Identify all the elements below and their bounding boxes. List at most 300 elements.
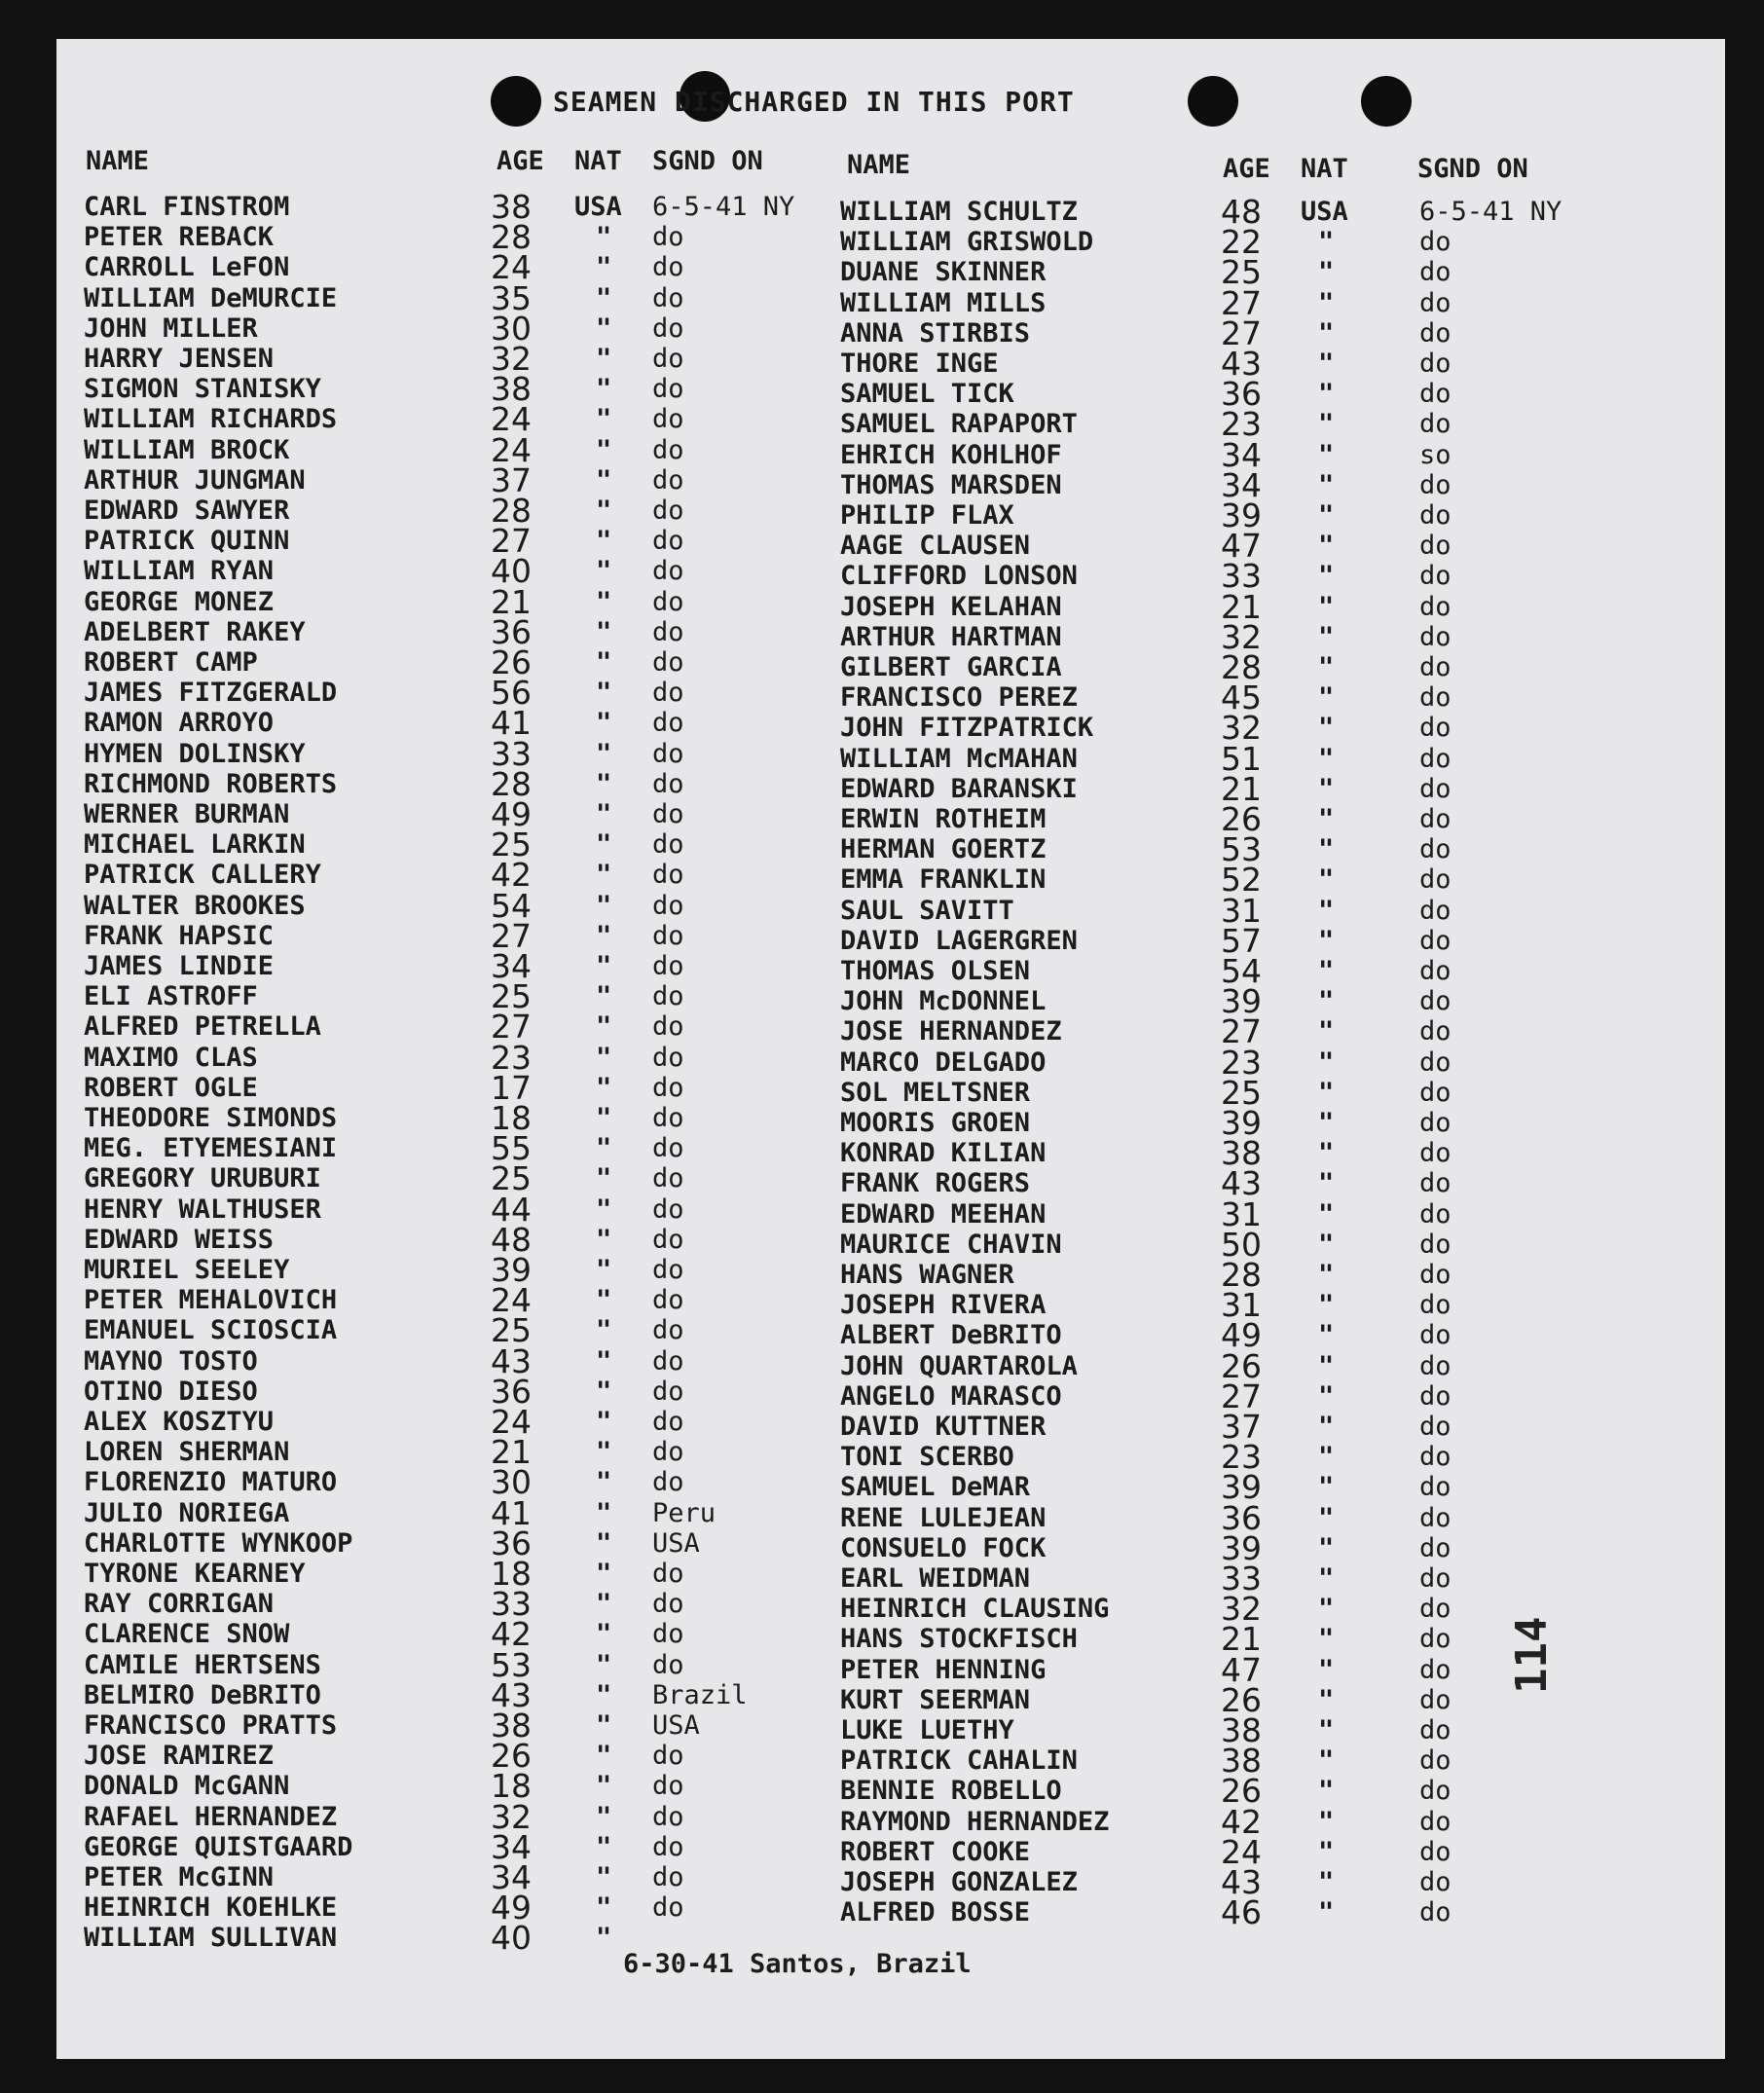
seaman-age: 55	[491, 1129, 532, 1168]
seaman-nationality: "	[1318, 1897, 1335, 1928]
seaman-name: THEODORE SIMONDS	[84, 1103, 338, 1133]
seaman-nationality: "	[1318, 925, 1335, 956]
seaman-signed-on: do	[1419, 1442, 1452, 1473]
seaman-age: 24	[491, 400, 532, 439]
seaman-signed-on: do	[652, 981, 684, 1012]
seaman-nationality: "	[1318, 1077, 1335, 1108]
seaman-nationality: "	[1318, 257, 1335, 288]
seaman-nationality: "	[596, 1255, 612, 1285]
seaman-name: AAGE CLAUSEN	[840, 531, 1031, 562]
seaman-age: 21	[1221, 587, 1262, 626]
seaman-name: HERMAN GOERTZ	[840, 834, 1047, 865]
seaman-nationality: "	[1318, 349, 1335, 379]
seaman-age: 42	[1221, 1802, 1262, 1841]
seaman-name: CLIFFORD LONSON	[840, 561, 1078, 592]
seaman-age: 41	[491, 1493, 532, 1532]
seaman-name: BENNIE ROBELLO	[840, 1776, 1062, 1807]
seaman-name: EMMA FRANKLIN	[840, 864, 1047, 896]
seaman-signed-on: do	[652, 1801, 684, 1832]
seaman-signed-on: do	[652, 799, 684, 829]
seaman-signed-on: do	[1419, 349, 1452, 379]
seaman-name: EMANUEL SCIOSCIA	[84, 1315, 338, 1346]
seaman-age: 43	[1221, 345, 1262, 383]
seaman-nationality: "	[596, 920, 612, 951]
seaman-name: GEORGE QUISTGAARD	[84, 1831, 353, 1862]
seaman-signed-on: do	[1419, 561, 1452, 592]
seaman-age: 43	[1221, 1863, 1262, 1901]
seaman-age: 31	[1221, 1194, 1262, 1233]
punch-hole	[491, 76, 541, 127]
seaman-name: MURIEL SEELEY	[84, 1255, 290, 1285]
seaman-age: 28	[1221, 648, 1262, 686]
seaman-signed-on: do	[1419, 1016, 1452, 1047]
seaman-age: 24	[491, 430, 532, 469]
seaman-nationality: "	[1318, 1684, 1335, 1715]
seaman-name: LOREN SHERMAN	[84, 1437, 290, 1468]
seaman-age: 27	[1221, 283, 1262, 322]
seaman-name: RAY CORRIGAN	[84, 1589, 275, 1620]
seaman-name: FRANK HAPSIC	[84, 920, 275, 951]
seaman-name: WILLIAM GRISWOLD	[840, 227, 1094, 258]
seaman-name: FRANCISCO PRATTS	[84, 1710, 338, 1741]
seaman-signed-on: do	[1419, 1077, 1452, 1108]
seaman-signed-on: do	[1419, 956, 1452, 986]
seaman-nationality: "	[1318, 956, 1335, 986]
seaman-age: 28	[491, 764, 532, 803]
seaman-signed-on: do	[1419, 1836, 1452, 1867]
seaman-age: 39	[491, 1251, 532, 1289]
seaman-signed-on: do	[652, 1407, 684, 1437]
seaman-age: 48	[491, 1220, 532, 1259]
header-name-left: NAME	[86, 146, 150, 176]
seaman-name: RENE LULEJEAN	[840, 1502, 1047, 1533]
seaman-nationality: "	[596, 344, 612, 374]
seaman-name: DAVID LAGERGREN	[840, 925, 1078, 956]
seaman-name: WILLIAM RYAN	[84, 556, 275, 587]
seaman-name: CARL FINSTROM	[84, 192, 290, 222]
seaman-signed-on: USA	[652, 1710, 700, 1741]
seaman-age: 18	[491, 1555, 532, 1593]
seaman-nationality: "	[596, 981, 612, 1012]
seaman-nationality: "	[596, 1345, 612, 1377]
seaman-signed-on: USA	[652, 1527, 700, 1559]
seaman-age: 46	[1221, 1893, 1262, 1932]
seaman-signed-on: do	[1419, 379, 1452, 410]
seaman-age: 27	[491, 522, 532, 561]
seaman-nationality: "	[1318, 1654, 1335, 1685]
seaman-signed-on: do	[652, 1315, 684, 1346]
seaman-age: 57	[1221, 921, 1262, 960]
seaman-name: JOHN MILLER	[84, 312, 258, 344]
seaman-name: WILLIAM SULLIVAN	[84, 1923, 338, 1954]
seaman-nationality: "	[1318, 227, 1335, 258]
seaman-name: HYMEN DOLINSKY	[84, 738, 306, 769]
seaman-name: ALFRED BOSSE	[840, 1897, 1031, 1928]
seaman-age: 49	[491, 1889, 532, 1928]
seaman-age: 28	[491, 492, 532, 530]
seaman-name: MOORIS GROEN	[840, 1108, 1031, 1138]
seaman-name: WILLIAM RICHARDS	[84, 404, 338, 435]
seaman-name: FRANCISCO PEREZ	[840, 682, 1078, 714]
seaman-signed-on: do	[1419, 1412, 1452, 1442]
seaman-age: 34	[1221, 435, 1262, 474]
seaman-signed-on: do	[652, 1011, 684, 1043]
seaman-nationality: "	[596, 860, 612, 891]
seaman-age: 27	[491, 916, 532, 955]
seaman-age: 25	[491, 826, 532, 864]
seaman-name: JOSEPH RIVERA	[840, 1290, 1047, 1321]
seaman-nationality: "	[1318, 409, 1335, 440]
seaman-age: 21	[1221, 1620, 1262, 1659]
seaman-nationality: "	[1318, 1260, 1335, 1290]
seaman-signed-on: do	[652, 1224, 684, 1255]
seaman-signed-on: do	[652, 404, 684, 435]
seaman-name: EHRICH KOHLHOF	[840, 439, 1062, 470]
seaman-nationality: "	[1318, 713, 1335, 744]
seaman-age: 50	[1221, 1225, 1262, 1264]
seaman-signed-on: do	[652, 312, 684, 344]
seaman-nationality: "	[1318, 1290, 1335, 1321]
seaman-nationality: "	[596, 1801, 612, 1832]
seaman-nationality: "	[596, 282, 612, 313]
seaman-signed-on: do	[652, 708, 684, 739]
seaman-name: CARROLL LeFON	[84, 252, 290, 283]
seaman-nationality: "	[1318, 1745, 1335, 1777]
seaman-signed-on: do	[652, 1103, 684, 1133]
seaman-age: 26	[1221, 1680, 1262, 1719]
seaman-name: PETER HENNING	[840, 1654, 1047, 1685]
seaman-signed-on: do	[1419, 257, 1452, 288]
seaman-signed-on: do	[652, 1619, 684, 1650]
seaman-name: HANS WAGNER	[840, 1260, 1014, 1290]
seaman-nationality: "	[596, 616, 612, 647]
seaman-name: TYRONE KEARNEY	[84, 1559, 306, 1589]
seaman-nationality: "	[1318, 591, 1335, 622]
seaman-name: MAURICE CHAVIN	[840, 1229, 1062, 1260]
seaman-signed-on: do	[1419, 1684, 1452, 1715]
seaman-signed-on: do	[652, 222, 684, 253]
seaman-nationality: "	[1318, 1532, 1335, 1563]
seaman-signed-on: do	[1419, 500, 1452, 531]
seaman-nationality: "	[1318, 439, 1335, 470]
seaman-age: 34	[1221, 465, 1262, 504]
seaman-age: 56	[491, 674, 532, 713]
seaman-nationality: "	[1318, 1472, 1335, 1503]
seaman-signed-on: do	[1419, 227, 1452, 258]
seaman-nationality: "	[596, 1407, 612, 1437]
seaman-age: 38	[491, 188, 532, 226]
seaman-age: 43	[1221, 1164, 1262, 1203]
seaman-name: ALEX KOSZTYU	[84, 1407, 275, 1437]
seaman-signed-on: 6-5-41 NY	[652, 192, 795, 222]
seaman-age: 34	[491, 1858, 532, 1896]
seaman-name: MAYNO TOSTO	[84, 1345, 258, 1377]
seaman-signed-on: do	[652, 890, 684, 921]
seaman-signed-on: do	[1419, 469, 1452, 500]
seaman-signed-on: do	[652, 1589, 684, 1620]
seaman-signed-on: do	[652, 1741, 684, 1772]
seaman-signed-on: do	[1419, 682, 1452, 714]
seaman-signed-on: do	[652, 616, 684, 647]
seaman-name: EDWARD WEISS	[84, 1224, 275, 1255]
seaman-name: SAMUEL DeMAR	[840, 1472, 1031, 1503]
seaman-age: 28	[491, 218, 532, 257]
seaman-name: WILLIAM BROCK	[84, 434, 290, 465]
seaman-nationality: "	[1318, 864, 1335, 896]
seaman-name: FRANK ROGERS	[840, 1168, 1031, 1199]
seaman-signed-on: do	[652, 1649, 684, 1680]
seaman-age: 32	[491, 340, 532, 378]
seaman-name: HEINRICH KOEHLKE	[84, 1892, 338, 1924]
seaman-name: PETER MEHALOVICH	[84, 1285, 338, 1316]
seaman-signed-on: Brazil	[652, 1679, 748, 1710]
seaman-name: EARL WEIDMAN	[840, 1563, 1031, 1594]
seaman-nationality: USA	[574, 192, 622, 222]
seaman-signed-on: do	[1419, 773, 1452, 804]
header-age-right: AGE	[1223, 154, 1270, 184]
seaman-nationality: "	[596, 556, 612, 587]
seaman-name: DUANE SKINNER	[840, 257, 1047, 288]
seaman-name: SOL MELTSNER	[840, 1077, 1031, 1108]
seaman-signed-on: do	[1419, 925, 1452, 956]
seaman-name: ERWIN ROTHEIM	[840, 804, 1047, 834]
seaman-name: KONRAD KILIAN	[840, 1138, 1047, 1169]
seaman-name: ADELBERT RAKEY	[84, 616, 306, 647]
seaman-signed-on: do	[652, 829, 684, 861]
seaman-name: CHARLOTTE WYNKOOP	[84, 1527, 353, 1559]
seaman-signed-on: do	[1419, 864, 1452, 896]
seaman-age: 23	[1221, 1438, 1262, 1477]
seaman-name: CAMILE HERTSENS	[84, 1649, 321, 1680]
seaman-signed-on: do	[652, 496, 684, 526]
seaman-nationality: "	[596, 1072, 612, 1103]
seaman-age: 25	[491, 1159, 532, 1198]
seaman-age: 23	[491, 1038, 532, 1077]
seaman-name: LUKE LUETHY	[840, 1715, 1014, 1745]
seaman-signed-on: do	[1419, 1472, 1452, 1503]
seaman-age: 54	[1221, 952, 1262, 990]
seaman-nationality: "	[1318, 1108, 1335, 1138]
seaman-name: ARTHUR HARTMAN	[840, 621, 1062, 652]
seaman-signed-on: do	[1419, 1168, 1452, 1199]
seaman-nationality: "	[596, 434, 612, 465]
seaman-age: 27	[1221, 1012, 1262, 1051]
seaman-name: JOHN QUARTAROLA	[840, 1350, 1078, 1381]
punch-hole	[1188, 76, 1238, 127]
seaman-age: 34	[491, 947, 532, 985]
seaman-signed-on: do	[652, 374, 684, 405]
seaman-signed-on: do	[652, 1255, 684, 1285]
seaman-age: 38	[1221, 1742, 1262, 1781]
seaman-signed-on: do	[1419, 1198, 1452, 1230]
seaman-signed-on: do	[652, 586, 684, 617]
seaman-name: ARTHUR JUNGMAN	[84, 464, 306, 496]
seaman-nationality: "	[596, 1831, 612, 1862]
seaman-age: 17	[491, 1068, 532, 1107]
seaman-name: HANS STOCKFISCH	[840, 1624, 1078, 1655]
seaman-nationality: "	[1318, 1594, 1335, 1625]
seaman-age: 38	[491, 1707, 532, 1744]
seaman-name: JAMES FITZGERALD	[84, 678, 338, 709]
seaman-age: 30	[491, 1463, 532, 1502]
seaman-age: 30	[491, 309, 532, 348]
seaman-signed-on: do	[1419, 1260, 1452, 1290]
seaman-name: ROBERT COOKE	[840, 1836, 1031, 1867]
seaman-signed-on: do	[652, 1345, 684, 1377]
seaman-age: 36	[491, 612, 532, 651]
seaman-name: MICHAEL LARKIN	[84, 829, 306, 861]
seaman-name: ANGELO MARASCO	[840, 1380, 1062, 1412]
seaman-age: 31	[1221, 1286, 1262, 1325]
seaman-nationality: "	[596, 526, 612, 557]
seaman-age: 31	[1221, 891, 1262, 930]
seaman-age: 34	[491, 1827, 532, 1866]
seaman-age: 26	[491, 643, 532, 681]
seaman-name: MARCO DELGADO	[840, 1046, 1047, 1078]
seaman-name: SAUL SAVITT	[840, 895, 1014, 926]
seaman-age: 32	[1221, 709, 1262, 748]
seaman-signed-on: do	[652, 1771, 684, 1802]
seaman-signed-on: do	[652, 647, 684, 678]
seaman-name: JOSE HERNANDEZ	[840, 1016, 1062, 1047]
seaman-nationality: "	[1318, 1016, 1335, 1047]
seaman-nationality: "	[596, 1497, 612, 1528]
document-page	[56, 39, 1725, 2059]
seaman-age: 25	[1221, 1073, 1262, 1112]
seaman-name: THORE INGE	[840, 349, 999, 379]
seaman-nationality: "	[596, 678, 612, 709]
seaman-name: RAFAEL HERNANDEZ	[84, 1801, 338, 1832]
seaman-signed-on: do	[652, 1163, 684, 1194]
seaman-name: PATRICK QUINN	[84, 526, 290, 557]
seaman-name: HENRY WALTHUSER	[84, 1193, 321, 1225]
seaman-age: 23	[1221, 1043, 1262, 1082]
seaman-signed-on: do	[1419, 1745, 1452, 1777]
seaman-age: 44	[491, 1190, 532, 1229]
seaman-age: 24	[1221, 1832, 1262, 1871]
seaman-name: GILBERT GARCIA	[840, 652, 1062, 682]
seaman-signed-on: do	[652, 1042, 684, 1073]
seaman-age: 35	[491, 278, 532, 317]
seaman-name: RICHMOND ROBERTS	[84, 768, 338, 799]
seaman-name: CLARENCE SNOW	[84, 1619, 290, 1650]
seaman-nationality: "	[1318, 1624, 1335, 1655]
seaman-nationality: "	[1318, 1502, 1335, 1533]
seaman-nationality: "	[596, 951, 612, 981]
seaman-nationality: "	[1318, 1138, 1335, 1169]
seaman-name: EDWARD MEEHAN	[840, 1198, 1047, 1230]
seaman-signed-on: do	[1419, 1867, 1452, 1897]
seaman-signed-on: do	[1419, 1290, 1452, 1321]
seaman-age: 39	[1221, 1528, 1262, 1567]
seaman-nationality: "	[596, 586, 612, 617]
seaman-age: 48	[1221, 193, 1262, 231]
seaman-nationality: "	[596, 1163, 612, 1194]
seaman-signed-on: do	[652, 1559, 684, 1589]
seaman-signed-on: do	[652, 282, 684, 313]
seaman-nationality: "	[596, 1224, 612, 1255]
seaman-age: 49	[491, 795, 532, 833]
seaman-age: 27	[1221, 313, 1262, 352]
seaman-signed-on: do	[652, 768, 684, 799]
seaman-signed-on: do	[1419, 986, 1452, 1017]
seaman-signed-on: do	[652, 920, 684, 951]
seaman-signed-on: do	[1419, 1776, 1452, 1807]
seaman-signed-on: do	[652, 556, 684, 587]
seaman-age: 47	[1221, 527, 1262, 566]
seaman-nationality: "	[596, 708, 612, 739]
seaman-age: 24	[491, 248, 532, 287]
seaman-age: 22	[1221, 223, 1262, 262]
seaman-name: GREGORY URUBURI	[84, 1163, 321, 1194]
seaman-age: 36	[491, 1372, 532, 1411]
seaman-signed-on: do	[652, 860, 684, 891]
seaman-nationality: "	[1318, 1836, 1335, 1867]
seaman-nationality: "	[596, 647, 612, 678]
seaman-age: 43	[491, 1341, 532, 1380]
seaman-name: THOMAS MARSDEN	[840, 469, 1062, 500]
seaman-age: 39	[1221, 1104, 1262, 1142]
seaman-signed-on: do	[652, 252, 684, 283]
seaman-name: TONI SCERBO	[840, 1442, 1014, 1473]
seaman-nationality: "	[596, 1862, 612, 1892]
seaman-name: EDWARD SAWYER	[84, 496, 290, 526]
seaman-age: 39	[1221, 1468, 1262, 1507]
seaman-nationality: "	[596, 404, 612, 435]
seaman-age: 18	[491, 1099, 532, 1137]
seaman-name: PATRICK CALLERY	[84, 860, 321, 891]
header-sgnd-left: SGND ON	[652, 146, 763, 176]
seaman-signed-on: do	[1419, 1654, 1452, 1685]
seaman-signed-on: do	[1419, 317, 1452, 349]
seaman-signed-on: do	[652, 344, 684, 374]
seaman-name: KURT SEERMAN	[840, 1684, 1031, 1715]
seaman-age: 32	[1221, 1590, 1262, 1629]
seaman-name: SAMUEL RAPAPORT	[840, 409, 1078, 440]
seaman-name: WILLIAM MILLS	[840, 287, 1047, 318]
seaman-name: JOHN FITZPATRICK	[840, 713, 1094, 744]
seaman-nationality: "	[596, 1679, 612, 1710]
seaman-nationality: "	[1318, 804, 1335, 834]
seaman-age: 25	[491, 1311, 532, 1350]
seaman-nationality: "	[1318, 1229, 1335, 1260]
seaman-age: 18	[491, 1767, 532, 1806]
seaman-name: GEORGE MONEZ	[84, 586, 275, 617]
seaman-age: 52	[1221, 861, 1262, 900]
seaman-nationality: "	[1318, 561, 1335, 592]
seaman-age: 38	[491, 370, 532, 409]
seaman-signed-on: do	[1419, 287, 1452, 318]
seaman-nationality: "	[596, 1285, 612, 1316]
seaman-age: 36	[1221, 1498, 1262, 1537]
seaman-nationality: "	[596, 799, 612, 829]
seaman-signed-on: do	[1419, 1715, 1452, 1745]
seaman-age: 26	[1221, 1346, 1262, 1385]
seaman-signed-on: do	[1419, 1350, 1452, 1381]
seaman-age: 39	[1221, 496, 1262, 534]
seaman-nationality: "	[596, 1589, 612, 1620]
seaman-signed-on: do	[1419, 1046, 1452, 1078]
seaman-age: 42	[491, 1615, 532, 1654]
seaman-nationality: "	[1318, 652, 1335, 682]
seaman-signed-on: do	[1419, 1138, 1452, 1169]
seaman-age: 27	[1221, 1377, 1262, 1415]
seaman-age: 26	[1221, 800, 1262, 838]
seaman-signed-on: do	[652, 1831, 684, 1862]
seaman-name: ELI ASTROFF	[84, 981, 258, 1012]
seaman-nationality: "	[1318, 1563, 1335, 1594]
seaman-age: 21	[491, 1433, 532, 1472]
